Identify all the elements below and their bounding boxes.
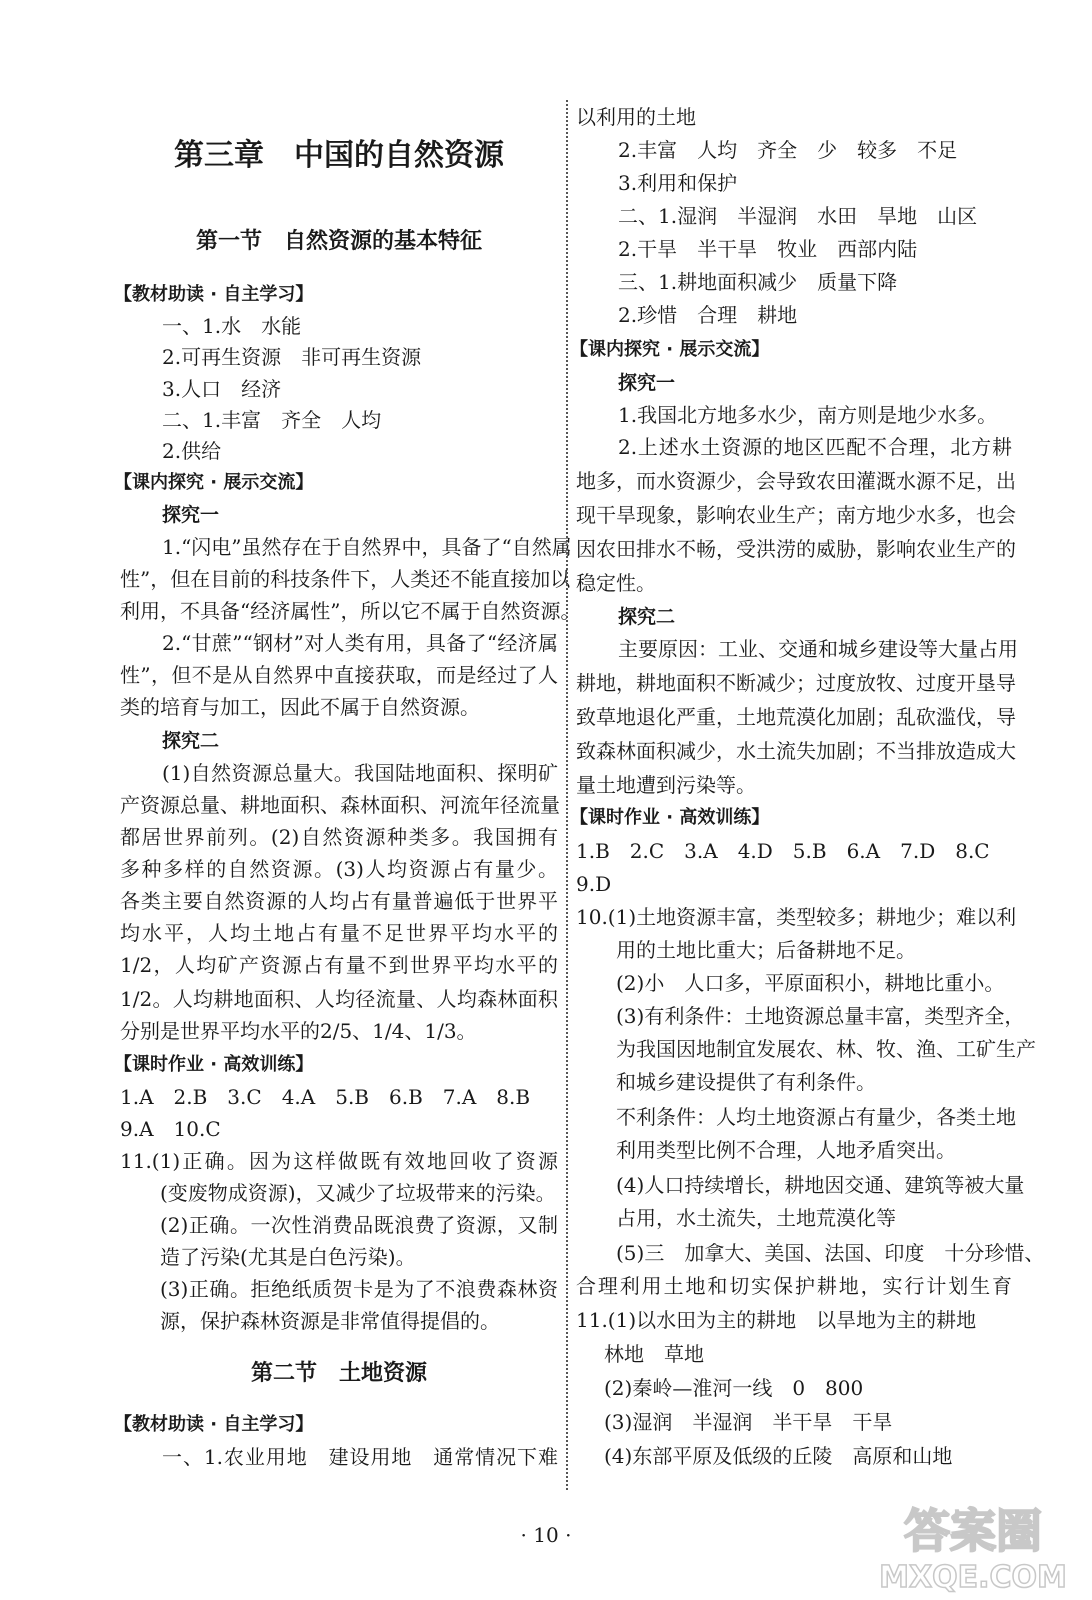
answer-line: 9.D [576, 872, 612, 896]
answer-line: 二、1.湿润 半湿润 水田 旱地 山区 [618, 204, 978, 228]
answer-line: (3)正确。拒绝纸质贺卡是为了不浪费森林资 [160, 1277, 558, 1301]
paragraph-line: 均水平，人均土地占有量不足世界平均水平的 [120, 921, 558, 945]
section-title: 第二节 土地资源 [250, 1361, 427, 1386]
explore-label: 探究一 [162, 504, 220, 526]
paragraph-line: 分别是世界平均水平的2/5、1/4、1/3。 [120, 1019, 477, 1043]
paragraph-line: 2.上述水土资源的地区匹配不合理，北方耕 [618, 435, 1012, 459]
section-heading: 【课内探究 · 展示交流】 [570, 339, 770, 360]
section-heading: 【课时作业 · 高效训练】 [570, 807, 770, 828]
answer-line: 2.可再生资源 非可再生资源 [162, 345, 422, 369]
answer-line: 利用类型比例不合理，人地矛盾突出。 [616, 1138, 956, 1162]
answer-line: 造了污染(尤其是白色污染)。 [160, 1245, 416, 1269]
answer-line: (2)正确。一次性消费品既浪费了资源，又制 [160, 1213, 558, 1237]
section-heading: 【课时作业 · 高效训练】 [114, 1054, 314, 1075]
answer-line: (2)秦岭—淮河一线 0 800 [604, 1376, 864, 1400]
answer-line: (变废物成资源)，又减少了垃圾带来的污染。 [160, 1181, 556, 1205]
answer-line: (4)人口持续增长，耕地因交通、建筑等被大量 [616, 1173, 1025, 1197]
paragraph-line: 多种多样的自然资源。(3)人均资源占有量少。 [120, 857, 558, 881]
explore-label: 探究二 [162, 730, 220, 752]
paragraph-line: 都居世界前列。(2)自然资源种类多。我国拥有 [120, 825, 558, 849]
answer-line: (3)湿润 半湿润 半干旱 干旱 [604, 1410, 893, 1434]
section-heading: 【教材助读 · 自主学习】 [114, 284, 314, 305]
paragraph-line: 耕地，耕地面积不断减少；过度放牧、过度开垦导 [576, 671, 1016, 695]
answer-line: 三、1.耕地面积减少 质量下降 [618, 270, 898, 294]
paragraph-line: 地多，而水资源少，会导致农田灌溉水源不足，出 [576, 469, 1016, 493]
answer-line: 合理利用土地和切实保护耕地，实行计划生育 [576, 1274, 1012, 1298]
page-number: · 10 · [520, 1523, 572, 1547]
paragraph-line: 量土地遭到污染等。 [576, 773, 756, 797]
paragraph-line: 致草地退化严重，土地荒漠化加剧；乱砍滥伐，导 [576, 705, 1016, 729]
paragraph-line: 1/2。人均耕地面积、人均径流量、人均森林面积 [120, 987, 558, 1011]
paragraph-line: 因农田排水不畅，受洪涝的威胁，影响农业生产的 [576, 537, 1016, 561]
answer-line: 2.供给 [162, 439, 222, 463]
explore-label: 探究一 [618, 372, 676, 394]
paragraph-line: 1.“闪电”虽然存在于自然界中，具备了“自然属 [162, 535, 572, 559]
watermark-logo [868, 1495, 1078, 1595]
answer-line: (3)有利条件：土地资源总量丰富，类型齐全， [616, 1004, 1025, 1028]
answer-line: (5)三 加拿大、美国、法国、印度 十分珍惜、 [616, 1241, 1045, 1265]
section-title: 第一节 自然资源的基本特征 [195, 229, 482, 254]
section-heading: 【课内探究 · 展示交流】 [114, 472, 314, 493]
paragraph-line: 利用，不具备“经济属性”，所以它不属于自然资源。 [120, 599, 581, 623]
paragraph-line: 性”，但不是从自然界中直接获取，而是经过了人 [120, 663, 558, 687]
answer-line: 源，保护森林资源是非常值得提倡的。 [160, 1309, 500, 1333]
paragraph-line: 1.我国北方地多水少，南方则是地少水多。 [618, 403, 998, 427]
paragraph-line: 稳定性。 [576, 571, 656, 595]
paragraph-line: 1/2，人均矿产资源占有量不到世界平均水平的 [120, 953, 558, 977]
paragraph-line: 各类主要自然资源的人均占有量普遍低于世界平 [120, 889, 558, 913]
explore-label: 探究二 [618, 606, 676, 628]
answer-line: 11.(1)正确。因为这样做既有效地回收了资源 [120, 1149, 558, 1173]
answer-line: 不利条件：人均土地资源占有量少，各类土地 [616, 1105, 1016, 1129]
svg-text:答案圈: 答案圈 [904, 1504, 1042, 1558]
answer-line: 一、1.水 水能 [162, 314, 302, 338]
paragraph-line: 性”，但在目前的科技条件下，人类还不能直接加以 [120, 567, 571, 591]
answer-line: 3.人口 经济 [162, 377, 282, 401]
paragraph-line: 2.“甘蔗”“钢材”对人类有用，具备了“经济属 [162, 631, 558, 655]
answer-line: 3.利用和保护 [618, 171, 738, 195]
answer-line: 11.(1)以水田为主的耕地 以旱地为主的耕地 [576, 1308, 977, 1332]
answer-line: 和城乡建设提供了有利条件。 [616, 1070, 876, 1094]
answer-line: 9.A 10.C [120, 1117, 221, 1141]
answer-line: 2.干旱 半干旱 牧业 西部内陆 [618, 237, 918, 261]
answer-line: 用的土地比重大；后备耕地不足。 [616, 938, 916, 962]
answer-line: 一、1.农业用地 建设用地 通常情况下难 [162, 1445, 558, 1469]
column-divider [566, 100, 568, 1490]
answer-line: (2)小 人口多，平原面积小，耕地比重小。 [616, 971, 1005, 995]
answer-line: 2.珍惜 合理 耕地 [618, 303, 798, 327]
answer-line: 占用，水土流失，土地荒漠化等 [616, 1206, 896, 1230]
answer-line: 1.A 2.B 3.C 4.A 5.B 6.B 7.A 8.B [120, 1085, 531, 1109]
answer-line: 以利用的土地 [576, 105, 696, 129]
answer-line: (4)东部平原及低级的丘陵 高原和山地 [604, 1444, 953, 1468]
answer-line: 林地 草地 [604, 1342, 704, 1366]
svg-text:MXQE.COM: MXQE.COM [879, 1560, 1067, 1595]
answer-line: 2.丰富 人均 齐全 少 较多 不足 [618, 138, 958, 162]
answer-line: 二、1.丰富 齐全 人均 [162, 408, 382, 432]
paragraph-line: 主要原因：工业、交通和城乡建设等大量占用 [618, 637, 1018, 661]
paragraph-line: (1)自然资源总量大。我国陆地面积、探明矿 [162, 761, 558, 785]
answer-line: 1.B 2.C 3.A 4.D 5.B 6.A 7.D 8.C [576, 839, 990, 863]
paragraph-line: 致森林面积减少，水土流失加剧；不当排放造成大 [576, 739, 1016, 763]
answer-line: 10.(1)土地资源丰富，类型较多；耕地少；难以利 [576, 905, 1017, 929]
section-heading: 【教材助读 · 自主学习】 [114, 1414, 314, 1435]
paragraph-line: 类的培育与加工，因此不属于自然资源。 [120, 695, 480, 719]
paragraph-line: 产资源总量、耕地面积、森林面积、河流年径流量 [120, 793, 560, 817]
answer-line: 为我国因地制宜发展农、林、牧、渔、工矿生产 [616, 1037, 1036, 1061]
chapter-title: 第三章 中国的自然资源 [174, 138, 504, 173]
paragraph-line: 现干旱现象，影响农业生产；南方地少水多，也会 [576, 503, 1016, 527]
